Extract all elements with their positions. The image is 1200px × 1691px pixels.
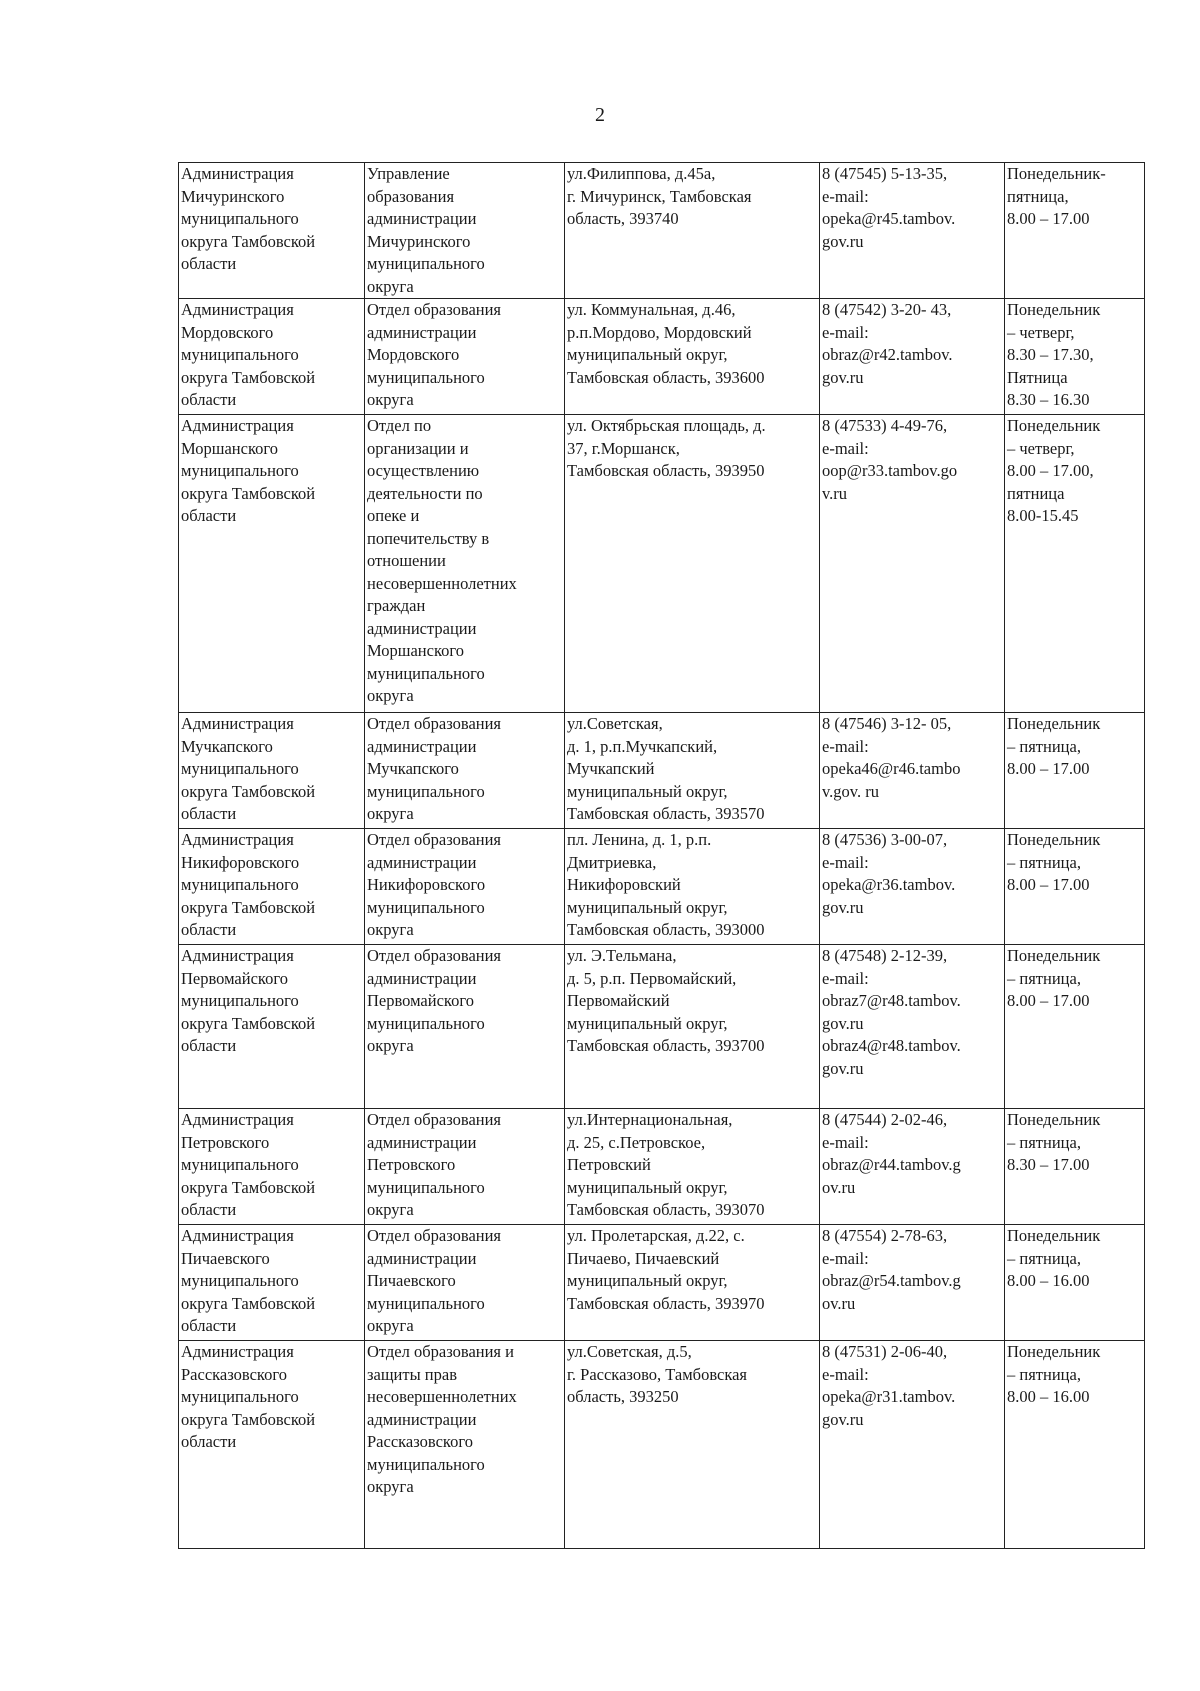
- contacts-cell: 8 (47546) 3-12- 05, e-mail: opeka46@r46.tambo v.gov. ru: [820, 713, 1005, 829]
- guardianship-authorities-table: [178, 162, 1145, 1549]
- address-cell: пл. Ленина, д. 1, р.п. Дмитриевка, Никифоровский муниципальный округ, Тамбовская область, 393000: [565, 829, 820, 945]
- administration-cell: Администрация Мичуринского муниципального округа Тамбовской области: [179, 163, 365, 299]
- working-hours-cell: Понедельник – четверг, 8.00 – 17.00, пятница 8.00-15.45: [1005, 415, 1145, 713]
- page-number: 2: [595, 104, 605, 126]
- working-hours-cell: Понедельник – пятница, 8.00 – 16.00: [1005, 1225, 1145, 1341]
- table-row: [179, 713, 1145, 829]
- table-row: [179, 1341, 1145, 1549]
- address-cell: ул. Э.Тельмана, д. 5, р.п. Первомайский, Первомайский муниципальный округ, Тамбовская область, 393700: [565, 945, 820, 1109]
- administration-cell: Администрация Никифоровского муниципального округа Тамбовской области: [179, 829, 365, 945]
- table-row: [179, 163, 1145, 299]
- department-cell: Отдел образования администрации Пичаевского муниципального округа: [365, 1225, 565, 1341]
- contacts-cell: 8 (47536) 3-00-07, e-mail: opeka@r36.tambov. gov.ru: [820, 829, 1005, 945]
- working-hours-cell: Понедельник – четверг, 8.30 – 17.30, Пятница 8.30 – 16.30: [1005, 299, 1145, 415]
- contacts-cell: 8 (47548) 2-12-39, e-mail: obraz7@r48.tambov. gov.ru obraz4@r48.tambov. gov.ru: [820, 945, 1005, 1109]
- administration-cell: Администрация Первомайского муниципального округа Тамбовской области: [179, 945, 365, 1109]
- administration-cell: Администрация Петровского муниципального округа Тамбовской области: [179, 1109, 365, 1225]
- table-row: [179, 299, 1145, 415]
- address-cell: ул.Филиппова, д.45а, г. Мичуринск, Тамбовская область, 393740: [565, 163, 820, 299]
- address-cell: ул. Октябрьская площадь, д. 37, г.Моршанск, Тамбовская область, 393950: [565, 415, 820, 713]
- table-row: [179, 945, 1145, 1109]
- working-hours-cell: Понедельник – пятница, 8.00 – 17.00: [1005, 945, 1145, 1109]
- contacts-cell: 8 (47544) 2-02-46, e-mail: obraz@r44.tambov.g ov.ru: [820, 1109, 1005, 1225]
- department-cell: Отдел образования администрации Первомайского муниципального округа: [365, 945, 565, 1109]
- working-hours-cell: Понедельник – пятница, 8.00 – 17.00: [1005, 829, 1145, 945]
- working-hours-cell: Понедельник – пятница, 8.30 – 17.00: [1005, 1109, 1145, 1225]
- contacts-cell: 8 (47545) 5-13-35, e-mail: opeka@r45.tambov. gov.ru: [820, 163, 1005, 299]
- department-cell: Отдел образования администрации Мучкапского муниципального округа: [365, 713, 565, 829]
- department-cell: Отдел образования администрации Петровского муниципального округа: [365, 1109, 565, 1225]
- address-cell: ул.Советская, д.5, г. Рассказово, Тамбовская область, 393250: [565, 1341, 820, 1549]
- address-cell: ул. Пролетарская, д.22, с. Пичаево, Пичаевский муниципальный округ, Тамбовская область, 393970: [565, 1225, 820, 1341]
- table-row: [179, 1225, 1145, 1341]
- contacts-cell: 8 (47531) 2-06-40, e-mail: opeka@r31.tambov. gov.ru: [820, 1341, 1005, 1549]
- table-row: [179, 829, 1145, 945]
- table-row: [179, 415, 1145, 713]
- contacts-cell: 8 (47542) 3-20- 43, e-mail: obraz@r42.tambov. gov.ru: [820, 299, 1005, 415]
- department-cell: Отдел образования и защиты прав несовершеннолетних администрации Рассказовского муниципального округа: [365, 1341, 565, 1549]
- administration-cell: Администрация Мучкапского муниципального округа Тамбовской области: [179, 713, 365, 829]
- working-hours-cell: Понедельник- пятница, 8.00 – 17.00: [1005, 163, 1145, 299]
- administration-cell: Администрация Мордовского муниципального округа Тамбовской области: [179, 299, 365, 415]
- address-cell: ул.Советская, д. 1, р.п.Мучкапский, Мучкапский муниципальный округ, Тамбовская область, 393570: [565, 713, 820, 829]
- contacts-cell: 8 (47554) 2-78-63, e-mail: obraz@r54.tambov.g ov.ru: [820, 1225, 1005, 1341]
- department-cell: Отдел образования администрации Никифоровского муниципального округа: [365, 829, 565, 945]
- administration-cell: Администрация Моршанского муниципального округа Тамбовской области: [179, 415, 365, 713]
- administration-cell: Администрация Пичаевского муниципального округа Тамбовской области: [179, 1225, 365, 1341]
- address-cell: ул.Интернациональная, д. 25, с.Петровское, Петровский муниципальный округ, Тамбовская область, 393070: [565, 1109, 820, 1225]
- department-cell: Управление образования администрации Мичуринского муниципального округа: [365, 163, 565, 299]
- department-cell: Отдел образования администрации Мордовского муниципального округа: [365, 299, 565, 415]
- table-row: [179, 1109, 1145, 1225]
- department-cell: Отдел по организации и осуществлению деятельности по опеке и попечительству в отношении несовершеннолетних граждан администрации Моршанского муниципального округа: [365, 415, 565, 713]
- contacts-cell: 8 (47533) 4-49-76, e-mail: oop@r33.tambov.go v.ru: [820, 415, 1005, 713]
- working-hours-cell: Понедельник – пятница, 8.00 – 17.00: [1005, 713, 1145, 829]
- administration-cell: Администрация Рассказовского муниципального округа Тамбовской области: [179, 1341, 365, 1549]
- working-hours-cell: Понедельник – пятница, 8.00 – 16.00: [1005, 1341, 1145, 1549]
- address-cell: ул. Коммунальная, д.46, р.п.Мордово, Мордовский муниципальный округ, Тамбовская область, 393600: [565, 299, 820, 415]
